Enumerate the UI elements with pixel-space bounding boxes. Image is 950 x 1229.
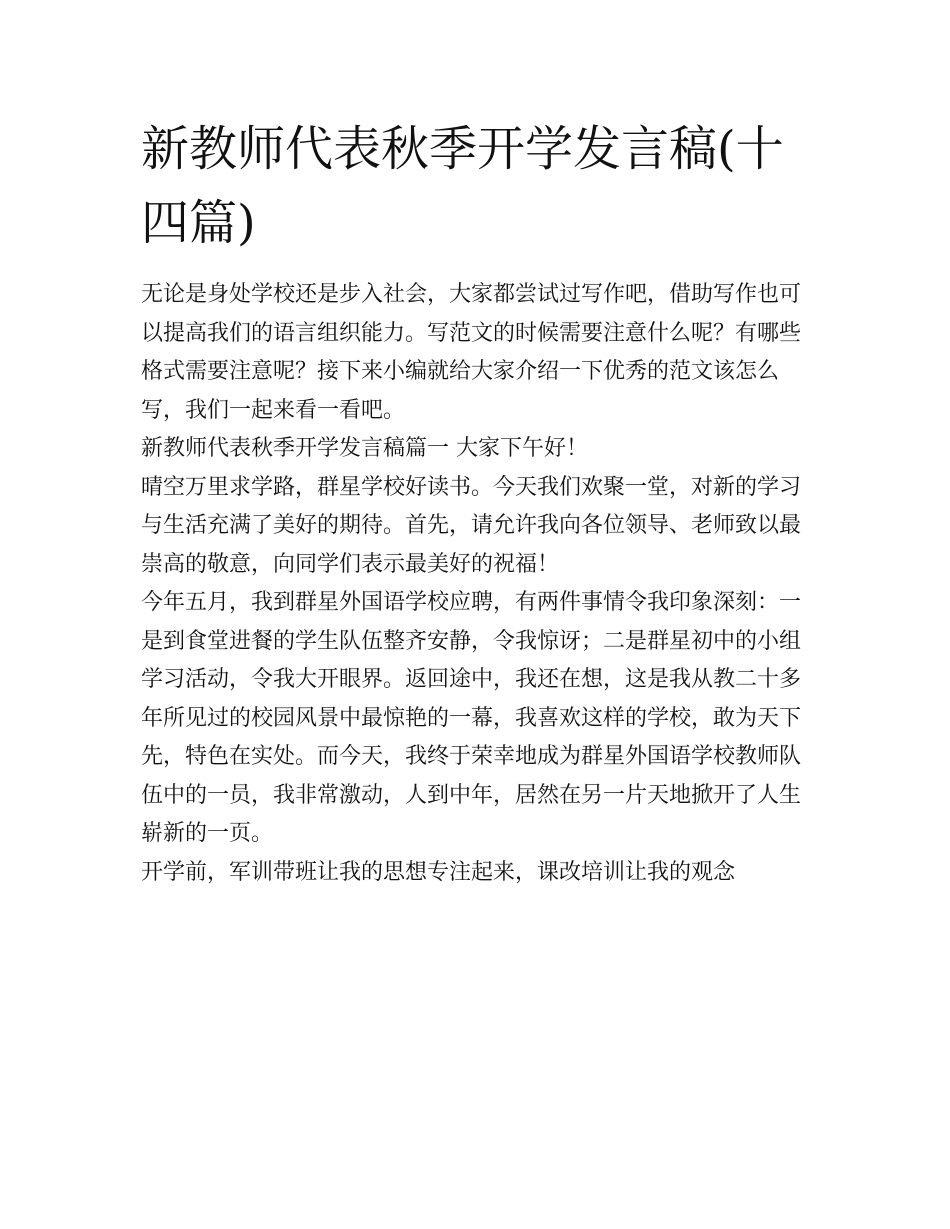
paragraph-section-heading: 新教师代表秋季开学发言稿篇一 大家下午好！ bbox=[141, 436, 588, 461]
paragraph-story: 今年五月，我到群星外国语学校应聘，有两件事情令我印象深刻：一是到食堂进餐的学生队伍整齐安静，令我惊讶；二是群星初中的小组学习活动，令我大开眼界。返回途中，我还在想，这是我从教二十多年所见过的校园风景中最惊艳的一幕，我喜欢这样的学校，敢为天下先，特色在实处。而今天，我终于荣幸地成为群星外国语学校教师队伍中的一员，我非常激动，人到中年，居然在另一片天地掀开了人生崭新的一页。 bbox=[141, 590, 802, 846]
paragraph-intro: 无论是身处学校还是步入社会，大家都尝试过写作吧，借助写作也可以提高我们的语言组织能力。写范文的时候需要注意什么呢？有哪些格式需要注意呢？接下来小编就给大家介绍一下优秀的范文该怎么写，我们一起来看一看吧。 bbox=[141, 282, 802, 423]
paragraph-continuation: 开学前，军训带班让我的思想专注起来，课改培训让我的观念 bbox=[141, 859, 736, 885]
document-content bbox=[141, 112, 813, 892]
paragraph-greeting: 晴空万里求学路，群星学校好读书。今天我们欢聚一堂，对新的学习与生活充满了美好的期待。首先，请允许我向各位领导、老师致以最崇高的敬意，向同学们表示最美好的祝福！ bbox=[141, 474, 802, 577]
document-title: 新教师代表秋季开学发言稿(十四篇) bbox=[141, 121, 784, 251]
